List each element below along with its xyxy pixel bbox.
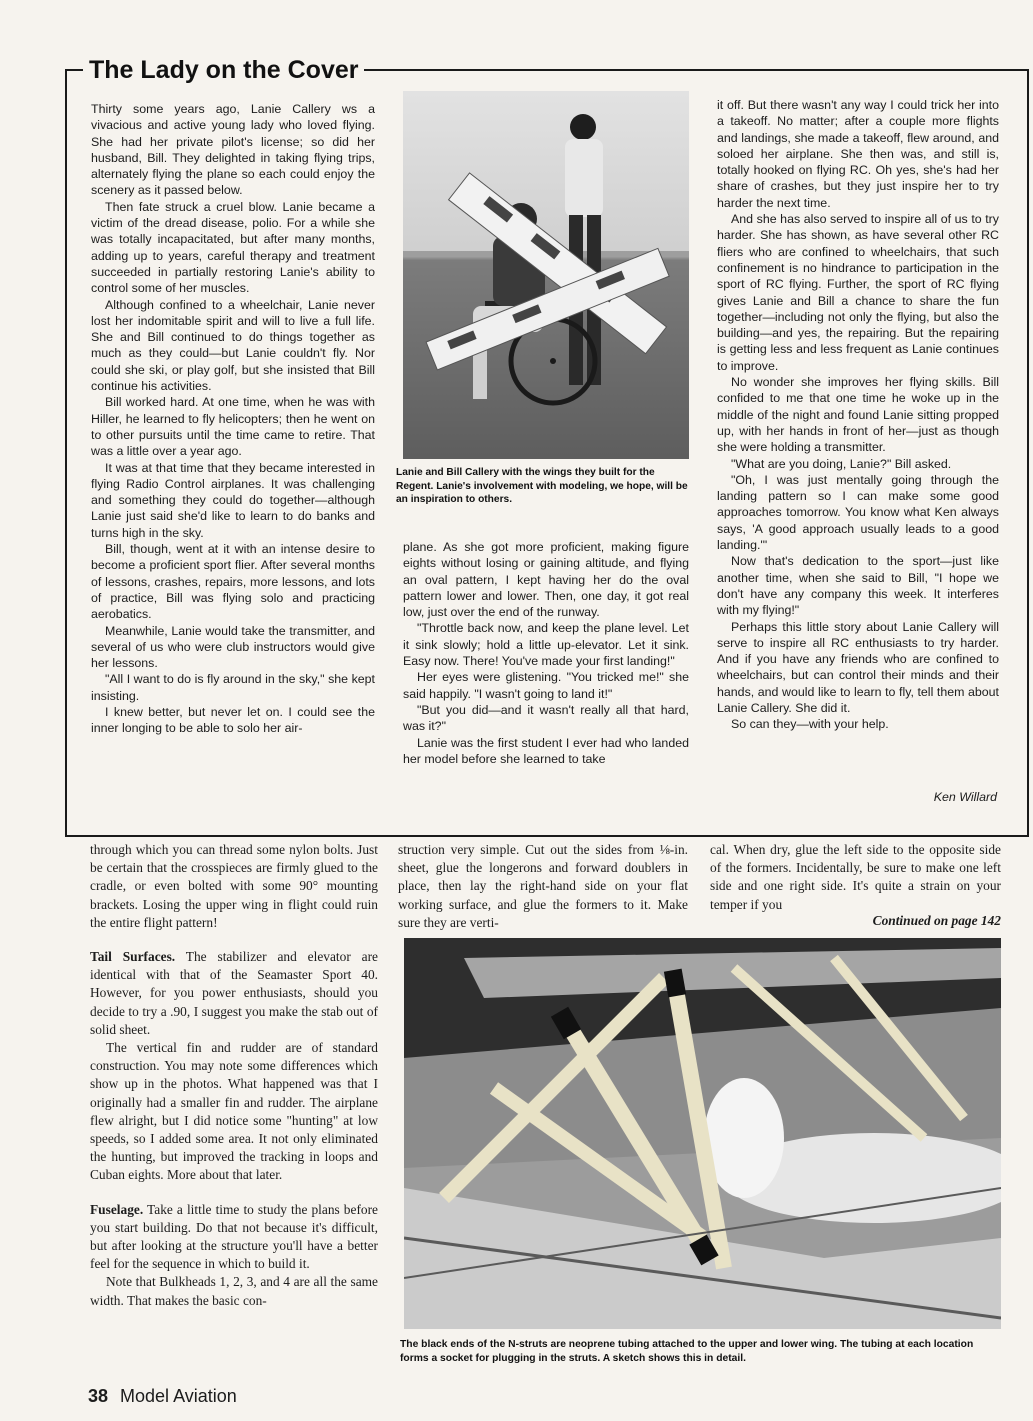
sidebar-paragraph: Then fate struck a cruel blow. Lanie became a victim of the dread disease, polio. For a while she was totally incapacitated, but after many months, adding up to years, careful therapy and treatment succeeded in partially restoring Lanie's ability to control some of her muscles. (91, 199, 375, 296)
photo-lanie-and-bill-image (403, 91, 689, 459)
article-paragraph: Note that Bulkheads 1, 2, 3, and 4 are all the same width. That makes the basic con- (90, 1274, 378, 1308)
photo-caption-top: Lanie and Bill Callery with the wings they built for the Regent. Lanie's involvement with modeling, we hope, will be an inspiration to others. (396, 467, 688, 506)
sidebar-paragraph: It was at that time that they became interested in flying Radio Control airplanes. It was challenging and something they could do together—although Lanie just said she'd like to learn to do banks and turns high in the sky. (91, 460, 375, 540)
sidebar-paragraph: No wonder she improves her flying skills. Bill confided to me that one time he woke up in the middle of the night and found Lanie sitting propped up, with her hands in front of her—just as though she were holding a transmitter. (717, 375, 999, 455)
sidebar-paragraph: it off. But there wasn't any way I could trick her into a takeoff. No matter; after a couple more flights and landings, she made a takeoff, flew around, and soloed her airplane. She then was, and still is, totally hooked on flying RC. Oh yes, she's had her share of crashes, but they just inspire her to try harder the next time. (717, 98, 999, 210)
sidebar-paragraph: "What are you doing, Lanie?" Bill asked. (731, 456, 952, 471)
sidebar-column-2 (403, 539, 689, 817)
sidebar-paragraph: "But you did—and it wasn't really all that hard, was it?" (403, 702, 689, 734)
magazine-name: Model Aviation (120, 1386, 237, 1406)
sidebar-paragraph: "Oh, I was just mentally going through the landing pattern so I can make some good approaches tomorrow. You know what Ken always says, 'A good approach usually leads to a good landing.'" (717, 472, 999, 553)
sidebar-paragraph: Bill, though, went at it with an intense desire to become a proficient sport flier. After several months of lessons, crashes, repairs, more lessons, and lots of practice, Bill was flying solo and practicing aerobatics. (91, 542, 375, 622)
article-paragraph: The vertical fin and rudder are of standard construction. You may note some differences which show up in the photos. What happened was that I originally had a smaller fin and rudder. The airplane flew alright, but I did notice some "hunting" at low speeds, so I added some area. It not only eliminated the hunting, but improved the tracking in loops and Cuban eights. More about that later. (90, 1040, 378, 1183)
article-paragraph (90, 1201, 378, 1274)
sidebar-paragraph: "Throttle back now, and keep the plane level. Let it sink slowly; hold a little up-elevator. Let it sink. Easy now. There! You've made your first landing!" (403, 621, 689, 669)
sidebar-paragraph: I knew better, but never let on. I could see the inner longing to be able to solo her air- (91, 704, 375, 736)
sidebar-paragraph: "All I want to do is fly around in the sky," she kept insisting. (91, 672, 375, 703)
section-heading-tail-surfaces: Tail Surfaces. (90, 949, 176, 965)
sidebar-paragraph: Her eyes were glistening. "You tricked me!" she said happily. "I wasn't going to land it!" (403, 670, 689, 701)
article-text: Take a little time to study the plans before you start building. Do that not because it's difficult, but after looking at the structure you'll have a better feel for the sequence in which to build it. (90, 1201, 378, 1272)
page-number: 38 (88, 1386, 109, 1406)
photo-n-struts (404, 938, 1001, 1329)
sidebar-paragraph: Bill worked hard. At one time, when he was with Hiller, he learned to fly helicopters; then he went on to other pursuits until the time came to retire. That was a little over a year ago. (91, 395, 375, 459)
sidebar-paragraph: And she has also served to inspire all of us to try harder. She has shown, as have several other RC fliers who are confined to wheelchairs, that such confinement is no hindrance to participation in the sport of RC flying. Further, the sport of RC flying gives Lanie and Bill a chance to share the fun together—including not only the flying, but also the building—and yes, the repairing. But the repairing is getting less and less frequent as Lanie continues to improve. (717, 212, 999, 373)
sidebar-title: The Lady on the Cover (83, 55, 364, 85)
article-column-1 (90, 841, 378, 1371)
sidebar-column-3 (717, 97, 999, 787)
sidebar-byline: Ken Willard (933, 790, 997, 804)
article-column-3 (710, 841, 1001, 919)
photo-n-struts-image (404, 938, 1001, 1329)
page-footer (88, 1384, 237, 1408)
article-column-2 (398, 841, 688, 933)
sidebar-column-1 (91, 101, 375, 817)
sidebar-paragraph: So can they—with your help. (731, 717, 889, 732)
sidebar-paragraph: Lanie was the first student I ever had who landed her model before she learned to take (403, 735, 689, 766)
sidebar-paragraph: Perhaps this little story about Lanie Callery will serve to inspire all RC enthusiasts to try harder. And if you have any friends who are confined to wheelchairs, but can control their minds and their hands, and would like to learn to fly, tell them about Lanie Callery. She did it. (717, 619, 999, 715)
article-paragraph: cal. When dry, glue the left side to the opposite side of the formers. Incidentally, be sure to make one left side and one right side. It's quite a strain on your temper if you (710, 842, 1001, 912)
article-text: The stabilizer and elevator are identical with that of the Seamaster Sport 40. However, for you power enthusiasts, should you decide to try a .90, I suggest you make the stab out of solid sheet. (90, 949, 378, 1037)
sidebar-box (65, 56, 1029, 837)
photo-caption-bottom: The black ends of the N-struts are neoprene tubing attached to the upper and lower wing. The tubing at each location forms a socket for plugging in the struts. A sketch shows this in detail. (400, 1339, 974, 1364)
section-heading-fuselage: Fuselage. (90, 1201, 144, 1217)
sidebar-paragraph: Now that's dedication to the sport—just like another time, when she said to Bill, "I hope we don't have any company this week. It interferes with my flying!" (717, 554, 999, 618)
sidebar-paragraph: Thirty some years ago, Lanie Callery ws a vivacious and active young lady who loved flying. She had her private pilot's license; so did her husband, Bill. They delighted in taking flying trips, alternately flying the plane so each could enjoy the scenery as it passed below. (91, 102, 375, 198)
photo-lanie-and-bill (403, 91, 689, 459)
sidebar-paragraph: plane. As she got more proficient, making figure eights without losing or gaining altitude, and flying an oval pattern, I kept having her do the oval pattern lower and lower. Then, one day, it got real low, just over the end of the runway. (403, 540, 689, 620)
article-paragraph (90, 948, 378, 1039)
article-paragraph: struction very simple. Cut out the sides from ⅛-in. sheet, glue the longerons and forward doublers in place, then lay the right-hand side on your flat working surface, and glue the formers to it. Make sure they are verti- (398, 842, 688, 930)
sidebar-paragraph: Meanwhile, Lanie would take the transmitter, and several of us who were club instructors would give her lessons. (91, 623, 375, 671)
article-paragraph: through which you can thread some nylon bolts. Just be certain that the crosspieces are firmly glued to the cradle, or even bolted with some 90° mounting brackets. Losing the upper wing in flight could ruin the entire flight pattern! (90, 842, 378, 930)
sidebar-paragraph: Although confined to a wheelchair, Lanie never lost her indomitable spirit and will to live a full life. She and Bill continued to do things together as much as they could—but Lanie couldn't fly. Nor could she ski, or play golf, but she insisted that Bill continue his activities. (91, 297, 375, 394)
continued-note: Continued on page 142 (872, 913, 1001, 928)
